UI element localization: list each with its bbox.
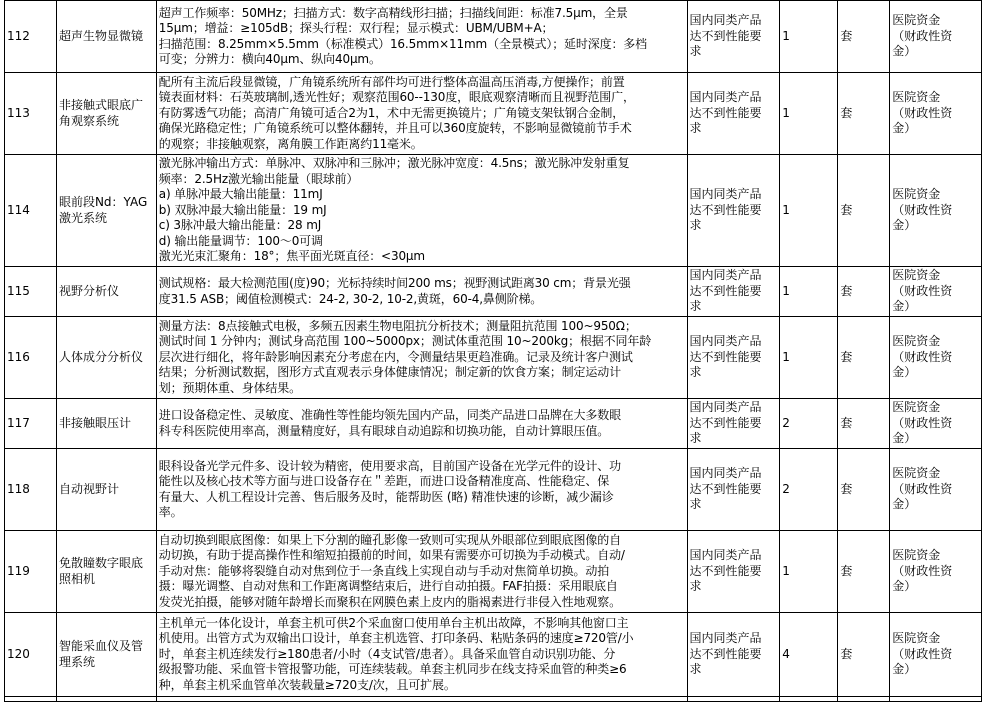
spec-line: 主机单元一体化设计，单套主机可供2个采血窗口使用单台主机出故障，不影响其他窗口主	[158, 615, 629, 630]
import-reason-line: 达不到性能要	[689, 349, 762, 364]
funding-source-line: 医院资金	[892, 90, 941, 105]
funding-source-line: 金）	[892, 44, 917, 59]
table-row	[5, 73, 982, 155]
import-reason-line: 求	[689, 497, 702, 512]
funding-source-cell	[890, 531, 982, 613]
import-reason-line: 达不到性能要	[689, 202, 762, 217]
partial-cell	[890, 697, 982, 702]
funding-source-line: 金）	[892, 662, 917, 677]
spec-line: 时，单套主机连续发行≥180患者/小时（4支试管/患者）。具备采血管自动识别功能、分	[158, 646, 616, 661]
spec-line: 结果；分析测试数据，图形方式直观表示身体健康情况；制定新的饮食方案；制定运动计	[158, 365, 621, 380]
spec-line: 频率：2.5Hz激光输出能量（眼球前）	[158, 171, 359, 186]
partial-cell	[838, 697, 890, 702]
spec-cell	[156, 267, 687, 317]
funding-source-line: （财政性资	[892, 283, 953, 298]
import-reason-cell	[687, 399, 780, 449]
import-reason-line: 求	[689, 299, 702, 314]
spec-cell	[156, 1, 687, 73]
spec-line: 率。	[158, 505, 183, 519]
partial-cell	[56, 697, 156, 702]
import-reason-cell	[687, 73, 780, 155]
table-row	[5, 399, 982, 449]
spec-line: 层次进行细化，将年龄影响因素充分考虑在内，令测量结果更趋准确。记录及统计客户测试	[158, 349, 633, 364]
quantity: 2	[780, 399, 838, 449]
spec-line: 机使用。出管方式为双输出口设计，单套主机选管、打印条码、粘贴条码的速度≥720管/小	[158, 631, 634, 646]
funding-source-line: 金）	[892, 218, 917, 233]
import-reason-line: 求	[689, 662, 702, 677]
funding-source-line: 医院资金	[892, 334, 941, 349]
funding-source-line: 医院资金	[892, 400, 941, 415]
spec-line: a) 单脉冲最大输出能量：11mJ	[158, 187, 323, 202]
funding-source-line: 医院资金	[892, 631, 941, 646]
funding-source-line: 医院资金	[892, 466, 941, 481]
funding-source-cell	[890, 449, 982, 531]
table-row-partial	[5, 697, 982, 702]
spec-line: 测试时间 1 分钟内；测试身高范围 100~5000px；测试体重范围 10~200kg；根据不同年龄	[158, 334, 652, 349]
spec-cell	[156, 73, 687, 155]
unit: 套	[838, 155, 890, 267]
partial-cell	[687, 697, 780, 702]
import-reason-cell	[687, 531, 780, 613]
import-reason-line: 国内同类产品	[689, 631, 762, 646]
unit: 套	[838, 399, 890, 449]
funding-source-cell	[890, 613, 982, 697]
row-number: 113	[5, 73, 57, 155]
funding-source-line: 医院资金	[892, 268, 941, 283]
funding-source-line: （财政性资	[892, 646, 953, 661]
row-number: 112	[5, 1, 57, 73]
table-row	[5, 449, 982, 531]
funding-source-line: （财政性资	[892, 349, 953, 364]
funding-source-cell	[890, 399, 982, 449]
spec-cell	[156, 613, 687, 697]
funding-source-cell	[890, 155, 982, 267]
import-reason-line: 达不到性能要	[689, 646, 762, 661]
equipment-name: 超声生物显微镜	[56, 1, 156, 73]
unit: 套	[838, 73, 890, 155]
spec-line: 动切换，有助于提高操作性和缩短拍摄前的时间，如果有需要亦可切换为手动模式。自动/	[158, 548, 625, 563]
row-number: 117	[5, 399, 57, 449]
import-reason-line: 国内同类产品	[689, 187, 762, 202]
table-row	[5, 1, 982, 73]
funding-source-line: （财政性资	[892, 481, 953, 496]
unit: 套	[838, 531, 890, 613]
spec-line: 测试规格：最大检测范围(度)90；光标持续时间200 ms；视野测试距离30 cm；背景光强	[158, 276, 631, 290]
spec-line: 级报警功能、采血管卡管报警功能，可连续装载。单套主机同步在线支持采血管的种类≥6	[158, 662, 627, 677]
spec-line: 种，单套主机采血管单次装载量≥720支/次，且可扩展。	[158, 677, 456, 692]
spec-cell	[156, 399, 687, 449]
funding-source-line: 金）	[892, 431, 917, 446]
funding-source-line: 医院资金	[892, 187, 941, 202]
funding-source-line: 金）	[892, 579, 917, 594]
spec-line: 手动对焦：能够将裂缝自动对焦到位于一条直线上实现自动与手动对焦简单切换。动拍	[158, 563, 610, 578]
import-reason-cell	[687, 1, 780, 73]
import-reason-line: 达不到性能要	[689, 481, 762, 496]
equipment-name: 智能采血仪及管理系统	[56, 613, 156, 697]
quantity: 1	[780, 1, 838, 73]
equipment-table-body	[5, 1, 982, 702]
quantity: 1	[780, 267, 838, 317]
equipment-table	[4, 0, 982, 702]
spec-line: 能性以及核心技术等方面与进口设备存在＂差距，而进口设备精准度高、性能稳定、保	[158, 474, 610, 488]
quantity: 2	[780, 449, 838, 531]
import-reason-line: 达不到性能要	[689, 415, 762, 430]
import-reason-line: 求	[689, 121, 702, 136]
row-number: 120	[5, 613, 57, 697]
funding-source-line: 金）	[892, 365, 917, 380]
spec-line: c) 3脉冲最大输出能量：28 mJ	[158, 218, 322, 233]
funding-source-line: 金）	[892, 299, 917, 314]
table-row	[5, 613, 982, 697]
unit: 套	[838, 613, 890, 697]
import-reason-line: 国内同类产品	[689, 268, 762, 283]
equipment-name: 免散瞳数字眼底照相机	[56, 531, 156, 613]
funding-source-line: 金）	[892, 121, 917, 136]
equipment-name: 非接触式眼底广角观察系统	[56, 73, 156, 155]
equipment-name: 眼前段Nd：YAG激光系统	[56, 155, 156, 267]
equipment-name: 人体成分分析仪	[56, 317, 156, 399]
spec-line: 扫描范围：8.25mm×5.5mm（标准模式）16.5mm×11mm（全景模式）；延时深度：多档	[158, 36, 647, 51]
quantity: 1	[780, 531, 838, 613]
import-reason-line: 求	[689, 44, 702, 59]
quantity: 1	[780, 73, 838, 155]
spec-line: 配所有主流后段显微镜，广角镜系统所有部件均可进行整体高温高压消毒,方便操作；前置	[158, 74, 625, 89]
spec-line: 有量大、人机工程设计完善、售后服务及时，能帮助医 (略) 精准快速的诊断，减少漏诊	[158, 489, 614, 504]
row-number: 116	[5, 317, 57, 399]
spec-line: 超声工作频率：50MHz；扫描方式：数字高精线形扫描；扫描线间距：标准7.5μm，全景	[158, 5, 628, 20]
import-reason-line: 达不到性能要	[689, 105, 762, 120]
spec-line: 划；预期体重、身体结果。	[158, 380, 301, 395]
funding-source-line: 金）	[892, 497, 917, 512]
import-reason-line: 达不到性能要	[689, 28, 762, 43]
funding-source-line: 医院资金	[892, 548, 941, 563]
import-reason-cell	[687, 317, 780, 399]
quantity: 1	[780, 155, 838, 267]
spec-line: 进口设备稳定性、灵敏度、准确性等性能均领先国内产品，同类产品进口品牌在大多数眼	[158, 408, 621, 422]
import-reason-line: 达不到性能要	[689, 283, 762, 298]
import-reason-line: 国内同类产品	[689, 13, 762, 28]
spec-line: 有防雾透气功能；高清广角镜可适合2为1，术中无需更换镜片；广角镜支架钛钢合金制，	[158, 105, 625, 120]
partial-cell	[780, 697, 838, 702]
funding-source-line: （财政性资	[892, 563, 953, 578]
funding-source-line: 医院资金	[892, 13, 941, 28]
spec-cell	[156, 449, 687, 531]
import-reason-line: 达不到性能要	[689, 563, 762, 578]
spec-line: 可变；分辨力：横向40μm、纵向40μm。	[158, 52, 381, 66]
table-row	[5, 317, 982, 399]
import-reason-cell	[687, 449, 780, 531]
spec-line: 激光光束汇聚角：18°；焦平面光斑直径：<30μm	[158, 249, 425, 264]
import-reason-line: 国内同类产品	[689, 466, 762, 481]
spec-line: 度31.5 ASB；阈值检测模式：24-2, 30-2, 10-2,黄斑，60-4,鼻侧阶梯。	[158, 291, 543, 306]
spec-line: b) 双脉冲最大输出能量：19 mJ	[158, 202, 327, 217]
funding-source-cell	[890, 1, 982, 73]
spec-cell	[156, 155, 687, 267]
spec-cell	[156, 531, 687, 613]
equipment-name: 自动视野计	[56, 449, 156, 531]
partial-cell	[5, 697, 57, 702]
import-reason-line: 求	[689, 365, 702, 380]
spec-line: 的观察；非接触观察，离角膜工作距离约11毫米。	[158, 136, 423, 151]
equipment-name: 非接触眼压计	[56, 399, 156, 449]
spec-line: 镜表面材料：石英玻璃制,透光性好；观察范围60--130度，眼底观察清晰而且视野范围广，	[158, 90, 635, 105]
funding-source-line: （财政性资	[892, 105, 953, 120]
funding-source-cell	[890, 267, 982, 317]
spec-line: 测量方法：8点接触式电极，多频五因素生物电阻抗分析技术；测量阻抗范围 100~950Ω；	[158, 318, 637, 333]
quantity: 1	[780, 317, 838, 399]
import-reason-line: 求	[689, 218, 702, 233]
funding-source-line: （财政性资	[892, 415, 953, 430]
unit: 套	[838, 267, 890, 317]
funding-source-line: （财政性资	[892, 28, 953, 43]
import-reason-cell	[687, 613, 780, 697]
spec-line: 科专科医院使用率高，测量精度好，具有眼球自动追踪和切换功能，自动计算眼压值。	[158, 423, 610, 438]
funding-source-line: （财政性资	[892, 202, 953, 217]
equipment-name: 视野分析仪	[56, 267, 156, 317]
import-reason-cell	[687, 155, 780, 267]
spec-line: 摄：曝光调整、自动对焦和工作距离调整结束后，进行自动拍摄。FAF拍摄：采用眼底自	[158, 579, 618, 594]
spec-line: 激光脉冲输出方式：单脉冲、双脉冲和三脉冲；激光脉冲宽度：4.5ns；激光脉冲发射重复	[158, 156, 630, 171]
spec-line: d) 输出能量调节：100～0可调	[158, 233, 323, 248]
spec-line: 眼科设备光学元件多、设计较为精密，使用要求高，目前国产设备在光学元件的设计、功	[158, 458, 621, 473]
table-row	[5, 531, 982, 613]
row-number: 119	[5, 531, 57, 613]
partial-cell	[156, 697, 687, 702]
row-number: 115	[5, 267, 57, 317]
unit: 套	[838, 317, 890, 399]
spec-line: 15μm；增益：≥105dB；探头行程：双行程；显示模式：UBM/UBM+A；	[158, 21, 554, 35]
unit: 套	[838, 449, 890, 531]
import-reason-line: 国内同类产品	[689, 400, 762, 415]
funding-source-cell	[890, 73, 982, 155]
spec-line: 确保光路稳定性；广角镜系统可以整体翻转，并且可以360度旋转，不影响显微镜前节手术	[158, 121, 632, 136]
import-reason-cell	[687, 267, 780, 317]
spec-cell	[156, 317, 687, 399]
spec-line: 自动切换到眼底图像：如果上下分割的瞳孔影像一致则可实现从外眼部位到眼底图像的自	[158, 532, 621, 547]
table-row	[5, 267, 982, 317]
quantity: 4	[780, 613, 838, 697]
row-number: 118	[5, 449, 57, 531]
spec-line: 发荧光拍摄，能够对随年龄增长而聚积在网膜色素上皮内的脂褐素进行非侵入性地观察。	[158, 594, 621, 609]
import-reason-line: 国内同类产品	[689, 548, 762, 563]
table-row	[5, 155, 982, 267]
unit: 套	[838, 1, 890, 73]
funding-source-cell	[890, 317, 982, 399]
import-reason-line: 国内同类产品	[689, 90, 762, 105]
import-reason-line: 国内同类产品	[689, 334, 762, 349]
row-number: 114	[5, 155, 57, 267]
import-reason-line: 求	[689, 579, 702, 594]
import-reason-line: 求	[689, 431, 702, 446]
